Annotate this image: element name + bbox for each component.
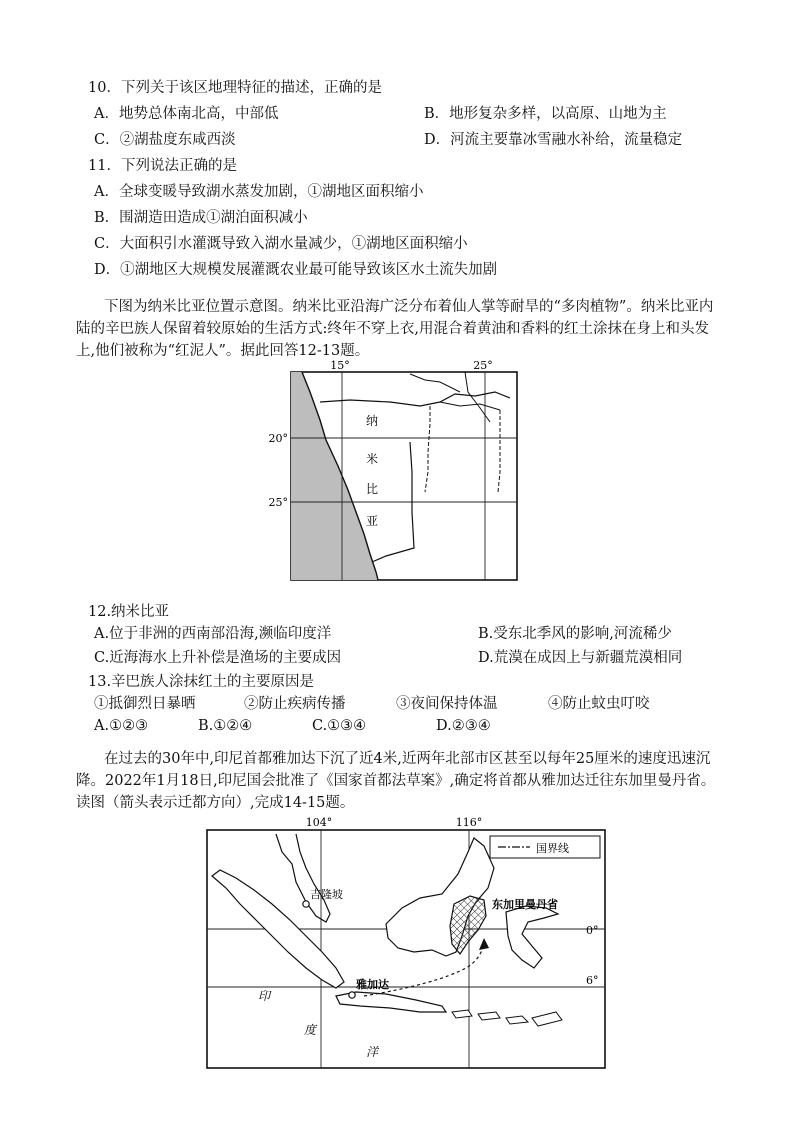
q10-option-b: B．地形复杂多样，以高原、山地为主: [424, 106, 667, 122]
q12-stem: 12.纳米比亚: [88, 604, 170, 620]
q11-option-c: C．大面积引水灌溉导致入湖水量减少，①湖地区面积缩小: [94, 236, 468, 252]
q13-option-d: D.②③④: [436, 718, 491, 734]
indonesia-intro: 在过去的30年中,印尼首都雅加达下沉了近4米,近两年北部市区甚至以每年25厘米的速度迅速沉降。2022年1月18日,印尼国会批准了《国家首都法草案》,确定将首都从雅加达迁往东加里曼丹省。读图（箭头表示迁都方向）,完成14-15题。: [76, 751, 716, 811]
q12-option-c: C.近海海水上升补偿是渔场的主要成因: [94, 650, 342, 666]
q10-option-a: A．地势总体南北高，中部低: [94, 106, 279, 122]
east-kalimantan-label: 东加里曼丹省: [492, 898, 558, 911]
indonesia-map: [206, 812, 608, 1070]
q12-option-b: B.受东北季风的影响,河流稀少: [478, 626, 672, 642]
country-char-4: 亚: [365, 514, 379, 528]
q11-option-d: D．①湖地区大规模发展灌溉农业最可能导致该区水土流失加剧: [94, 262, 498, 278]
q10-option-c: C．②湖盐度东咸西淡: [94, 132, 236, 148]
jakarta-label: 雅加达: [356, 978, 389, 991]
q10-stem: 10．下列关于该区地理特征的描述，正确的是: [88, 80, 382, 96]
lon-25-label: 25°: [473, 359, 493, 372]
namibia-map: [268, 359, 518, 582]
q13-option-a: A.①②③: [94, 718, 149, 734]
lon-116-label: 116°: [455, 816, 483, 829]
jakarta-dot: [349, 992, 355, 998]
lat-6-label: 6°: [586, 974, 599, 987]
lon-104-label: 104°: [305, 816, 333, 829]
lat-25-label: 25°: [268, 496, 288, 509]
ocean-char-1: 印: [258, 989, 271, 1003]
country-char-2: 米: [365, 452, 379, 466]
lon-15-label: 15°: [330, 359, 350, 372]
lat-0-label: 0°: [586, 924, 599, 937]
legend-label: 国界线: [536, 842, 569, 855]
q13-stem: 13.辛巴族人涂抹红土的主要原因是: [88, 674, 315, 690]
lat-20-label: 20°: [268, 432, 288, 445]
q13-option-c: C.①③④: [312, 718, 367, 734]
q13-item-2: ②防止疾病传播: [244, 696, 346, 712]
q13-item-1: ①抵御烈日暴晒: [94, 696, 196, 712]
q13-option-b: B.①②④: [198, 718, 253, 734]
country-char-1: 纳: [365, 414, 379, 428]
q11-option-b: B．围湖造田造成①湖泊面积减小: [94, 210, 308, 226]
q11-stem: 11．下列说法正确的是: [88, 158, 237, 174]
country-char-3: 比: [365, 482, 379, 496]
ocean-char-3: 洋: [366, 1045, 379, 1059]
q10-option-d: D．河流主要靠冰雪融水补给，流量稳定: [424, 132, 683, 148]
namibia-intro: 下图为纳米比亚位置示意图。纳米比亚沿海广泛分布着仙人掌等耐旱的“多肉植物”。纳米比亚内陆的辛巴族人保留着较原始的生活方式:终年不穿上衣,用混合着黄油和香料的红土涂抹在身上和头发上,他们被称为“红泥人”。据此回答12-13题。: [76, 299, 714, 359]
q12-option-d: D.荒漠在成因上与新疆荒漠相同: [478, 650, 683, 666]
q11-option-a: A．全球变暖导致湖水蒸发加剧，①湖地区面积缩小: [94, 184, 424, 200]
q12-option-a: A.位于非洲的西南部沿海,濒临印度洋: [94, 626, 332, 642]
q13-item-3: ③夜间保持体温: [396, 696, 498, 712]
q13-item-4: ④防止蚊虫叮咬: [548, 696, 650, 712]
kuala-lumpur-label: 吉隆坡: [310, 888, 343, 901]
kuala-lumpur-dot: [303, 901, 309, 907]
ocean-char-2: 度: [304, 1023, 317, 1037]
